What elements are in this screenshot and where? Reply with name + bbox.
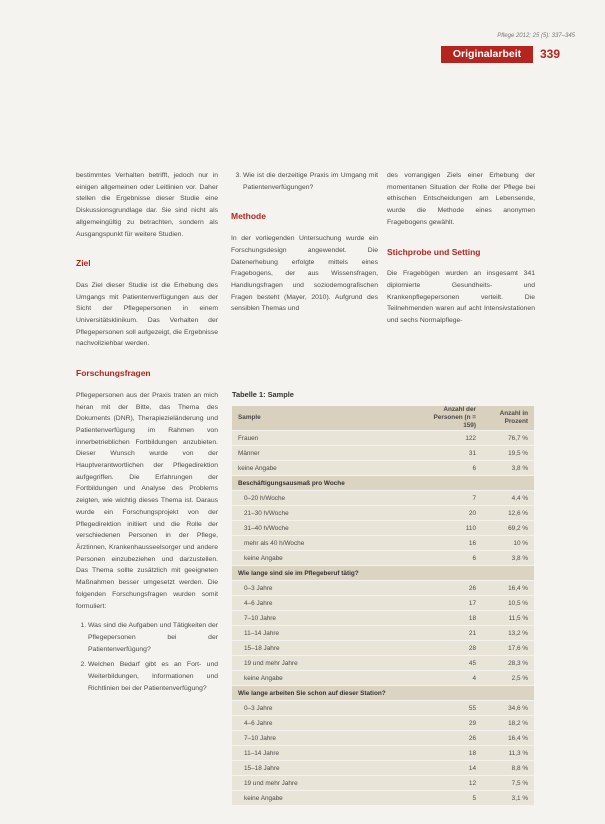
- row-count: 12: [415, 776, 482, 791]
- table-header-row: [232, 406, 534, 431]
- row-count: 26: [415, 731, 482, 746]
- continuation-paragraph: des vorrangigen Ziels einer Erhebung der momentanen Situation der Rolle der Pflege bei ethischen Entscheidungen am Lebensende, wurde die Methode eines anonymen Fragebogens gewählt.: [387, 172, 535, 226]
- row-count: 45: [415, 656, 482, 671]
- row-count: 122: [415, 431, 482, 446]
- ziel-paragraph: Das Ziel dieser Studie ist die Erhebung des Umgangs mit Patientenverfügungen aus der Sicht der Pflegepersonen in einem Universitätsklinikum. Das Verhalten der Pflegepersonen soll aufgezeigt, die Ergebnisse nachvollziehbar werden.: [76, 281, 218, 348]
- research-questions-list: [76, 620, 218, 694]
- row-count: 7: [415, 491, 482, 506]
- row-count: 110: [415, 521, 482, 536]
- stichprobe-paragraph: Die Fragebögen wurden an insgesamt 341 diplomierte Gesundheits- und Krankenpflegepersonen verteilt. Die Teilnehmenden waren auf acht Intensivstationen und sechs Normalpflege-: [387, 270, 535, 325]
- row-label: 4–6 Jahre: [232, 596, 415, 611]
- group-label: Beschäftigungsausmaß pro Woche: [232, 476, 534, 491]
- row-label: 19 und mehr Jahre: [232, 776, 415, 791]
- row-count: 18: [415, 746, 482, 761]
- table-row: [232, 701, 534, 716]
- table-row: [232, 596, 534, 611]
- row-count: 4: [415, 671, 482, 686]
- table-body-employment: [232, 491, 534, 566]
- table-row: [232, 761, 534, 776]
- row-count: 16: [415, 536, 482, 551]
- group-label: Wie lange sind sie im Pflegeberuf tätig?: [232, 566, 534, 581]
- row-label: 0–3 Jahre: [232, 581, 415, 596]
- row-label: 15–18 Jahre: [232, 641, 415, 656]
- row-label: 19 und mehr Jahre: [232, 656, 415, 671]
- table-row: [232, 731, 534, 746]
- table-title: Tabelle 1: Sample: [232, 390, 294, 399]
- row-label: 4–6 Jahre: [232, 716, 415, 731]
- row-percent: 4,4 %: [482, 491, 534, 506]
- row-percent: 2,5 %: [482, 671, 534, 686]
- table-row: [232, 671, 534, 686]
- row-label: 31–40 h/Woche: [232, 521, 415, 536]
- row-count: 18: [415, 611, 482, 626]
- table-row: [232, 776, 534, 791]
- row-label: keine Angabe: [232, 551, 415, 566]
- table-row: [232, 791, 534, 806]
- row-percent: 19,5 %: [482, 446, 534, 461]
- intro-paragraph: bestimmtes Verhalten betrifft, jedoch nur in einigen allgemeinen oder Leitlinien vor. Daher stellen die Ergebnisse dieser Studie eine Diskussionsgrundlage dar. Sie sind nicht als allgemeingültig zu betrachten, sondern als Ausgangspunkt für weitere Studien.: [76, 172, 218, 238]
- row-count: 29: [415, 716, 482, 731]
- table-row: [232, 431, 534, 446]
- research-question: 3. Wie ist die derzeitige Praxis im Umgang mit Patientenverfügungen?: [243, 170, 378, 193]
- row-percent: 12,6 %: [482, 506, 534, 521]
- table-row: [232, 491, 534, 506]
- row-label: 0–20 h/Woche: [232, 491, 415, 506]
- row-count: 31: [415, 446, 482, 461]
- row-label: 21–30 h/Woche: [232, 506, 415, 521]
- table-body-gender: [232, 431, 534, 476]
- row-count: 20: [415, 506, 482, 521]
- table-row: [232, 746, 534, 761]
- header-percent: Anzahl in Prozent: [482, 406, 534, 431]
- row-label: 0–3 Jahre: [232, 701, 415, 716]
- column-right: [387, 170, 535, 335]
- table-group-row: [232, 686, 534, 701]
- group-label: Wie lange arbeiten Sie schon auf dieser Station?: [232, 686, 534, 701]
- row-percent: 7,5 %: [482, 776, 534, 791]
- table-body-years-station: [232, 701, 534, 806]
- row-percent: 28,3 %: [482, 656, 534, 671]
- heading-forschungsfragen: Forschungsfragen: [76, 368, 151, 379]
- row-label: 11–14 Jahre: [232, 626, 415, 641]
- page-number: 339: [540, 47, 561, 61]
- row-count: 28: [415, 641, 482, 656]
- research-question: 2. Welchen Bedarf gibt es an Fort- und Weiterbildungen, Informationen und Richtlinien bei der Patientenverfügung?: [88, 659, 218, 694]
- row-percent: 18,2 %: [482, 716, 534, 731]
- table-row: [232, 716, 534, 731]
- row-percent: 11,3 %: [482, 746, 534, 761]
- table-row: [232, 536, 534, 551]
- row-percent: 10 %: [482, 536, 534, 551]
- row-label: mehr als 40 h/Woche: [232, 536, 415, 551]
- row-label: 7–10 Jahre: [232, 611, 415, 626]
- table-row: [232, 626, 534, 641]
- row-label: keine Angabe: [232, 671, 415, 686]
- row-percent: 10,5 %: [482, 596, 534, 611]
- research-questions-list-cont: [231, 170, 378, 193]
- row-label: keine Angabe: [232, 461, 415, 476]
- section-label: Originalarbeit: [441, 46, 533, 63]
- row-label: keine Angabe: [232, 791, 415, 806]
- row-label: Frauen: [232, 431, 415, 446]
- row-percent: 8,8 %: [482, 761, 534, 776]
- heading-stichprobe: Stichprobe und Setting: [387, 246, 481, 257]
- row-percent: 3,1 %: [482, 791, 534, 806]
- row-count: 26: [415, 581, 482, 596]
- row-percent: 16,4 %: [482, 731, 534, 746]
- sample-table: [232, 406, 534, 806]
- header-sample: Sample: [232, 406, 415, 431]
- row-count: 14: [415, 761, 482, 776]
- table-row: [232, 656, 534, 671]
- research-question: 1. Was sind die Aufgaben und Tätigkeiten der Pflegepersonen bei der Patientenverfügung?: [88, 620, 218, 655]
- table-row: [232, 521, 534, 536]
- forschungsfragen-paragraph: Pflegepersonen aus der Praxis traten an mich heran mit der Bitte, das Thema des Dokuments (DNR), Therapiezieländerung und Patientenverfügung im Rahmen von innerbetrieblichen Fortbildungen anzubieten. Dieser Wunsch wurde von der Hauptverantwortlichen der Pflegedirektion aufgegriffen. Die Erfahrungen der Fortbildungen und Analyse des Problems zeigten, wie wichtig dieses Thema ist. Daraus wurde ein Forschungsprojekt von der Pflegedirektion initiiert und die Rolle der verschiedenen Personen in der Pflege, Ärztinnen, Krankenhausseelsorger und andere Personen einzubeziehen und darzustellen. Das Thema sollte zusätzlich mit geeigneten Maßnahmen besser umgesetzt werden. Die folgenden Forschungsfragen wurden somit formuliert:: [76, 391, 218, 610]
- column-left: [76, 170, 218, 698]
- row-percent: 17,6 %: [482, 641, 534, 656]
- row-count: 17: [415, 596, 482, 611]
- row-label: Männer: [232, 446, 415, 461]
- row-percent: 3,8 %: [482, 461, 534, 476]
- row-label: 7–10 Jahre: [232, 731, 415, 746]
- row-count: 6: [415, 551, 482, 566]
- table-body-years-profession: [232, 581, 534, 686]
- row-percent: 76,7 %: [482, 431, 534, 446]
- row-percent: 13,2 %: [482, 626, 534, 641]
- table-row: [232, 506, 534, 521]
- journal-reference: Pflege 2012; 25 (5): 337–345: [497, 33, 575, 39]
- table-group-row: [232, 566, 534, 581]
- row-count: 55: [415, 701, 482, 716]
- table-group-row: [232, 476, 534, 491]
- row-percent: 16,4 %: [482, 581, 534, 596]
- heading-methode: Methode: [231, 211, 266, 222]
- table-row: [232, 641, 534, 656]
- row-count: 21: [415, 626, 482, 641]
- header-count: Anzahl der Personen (n = 159): [415, 406, 482, 431]
- table-row: [232, 551, 534, 566]
- row-percent: 69,2 %: [482, 521, 534, 536]
- table-row: [232, 446, 534, 461]
- row-label: 15–18 Jahre: [232, 761, 415, 776]
- heading-ziel: Ziel: [76, 258, 91, 269]
- methode-paragraph: In der vorliegenden Untersuchung wurde ein Forschungsdesign angewendet. Die Datenerhebung erfolgte mittels eines Fragebogens, der aus Wissensfragen, Handlungsfragen und soziodemografischen Fragen besteht (Mayer, 2010). Aufgrund des sensiblen Themas und: [231, 235, 378, 313]
- column-middle: [231, 170, 378, 323]
- table-row: [232, 611, 534, 626]
- row-label: 11–14 Jahre: [232, 746, 415, 761]
- row-percent: 34,6 %: [482, 701, 534, 716]
- table-row: [232, 581, 534, 596]
- row-percent: 11,5 %: [482, 611, 534, 626]
- row-percent: 3,8 %: [482, 551, 534, 566]
- table-row: [232, 461, 534, 476]
- row-count: 6: [415, 461, 482, 476]
- row-count: 5: [415, 791, 482, 806]
